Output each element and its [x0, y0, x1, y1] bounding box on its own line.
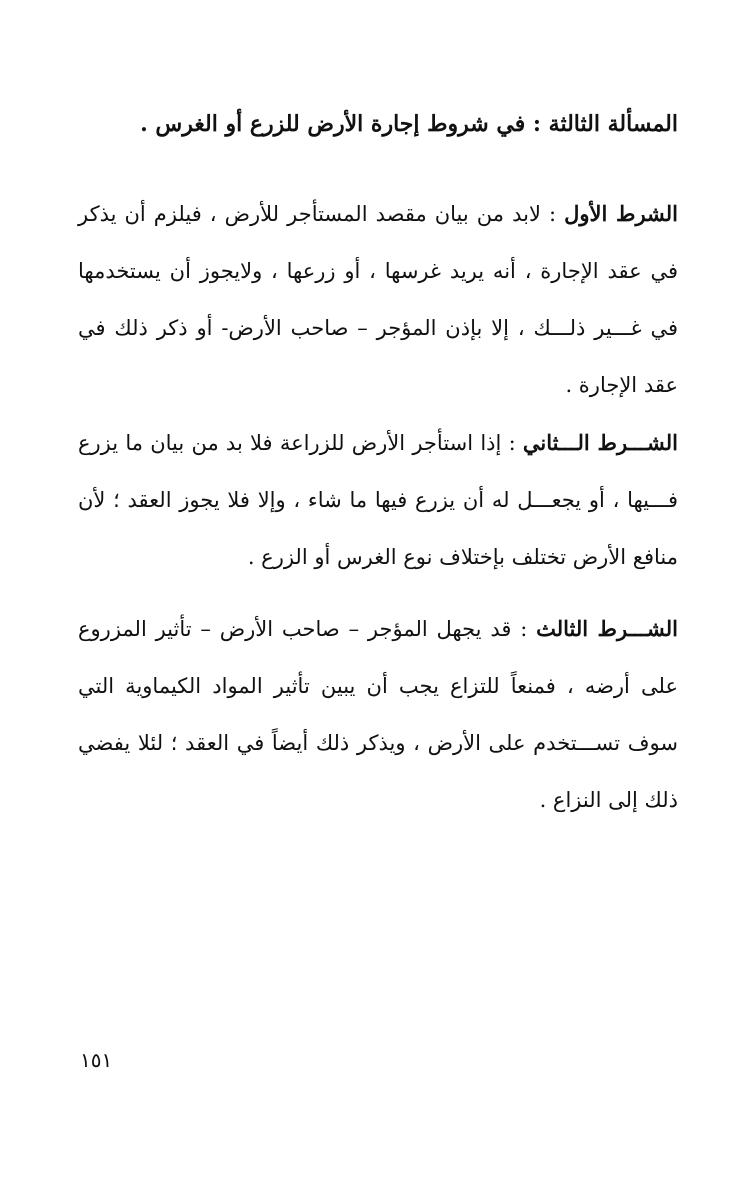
section-heading [78, 96, 678, 153]
page-number: ١٥١ [80, 1048, 113, 1072]
condition-term-1: الشرط الأول [564, 201, 678, 226]
heading-label: المسألة الثالثة : [532, 111, 678, 137]
condition-paragraph-3 [78, 600, 678, 829]
condition-paragraph-1 [78, 185, 678, 414]
condition-paragraph-2 [78, 414, 678, 586]
condition-text-2: : إذا استأجر الأرض للزراعة فلا بد من بيان ما يزرع فـــيها ، أو يجعـــل له أن يزرع فيها ما شاء ، وإلا فلا يجوز العقد ؛ لأن منافع الأرض تختلف بإختلاف نوع الغرس أو الزرع . [78, 431, 678, 569]
condition-term-2: الشـــرط الـــثاني [522, 430, 678, 455]
condition-text-3: : قد يجهل المؤجر – صاحب الأرض – تأثير المزروع على أرضه ، فمنعاً للتزاع يجب أن يبين تأثير المواد الكيماوية التي سوف تســـتخدم على الأرض ، ويذكر ذلك أيضاً في العقد ؛ لئلا يفضي ذلك إلى النزاع . [78, 617, 678, 812]
condition-term-3: الشـــرط الثالث [536, 616, 678, 641]
condition-text-1: : لابد من بيان مقصد المستأجر للأرض ، فيلزم أن يذكر في عقد الإجارة ، أنه يريد غرسها ، أو زرعها ، ولايجوز أن يستخدمها في غـــير ذلـــك ، إلا بإذن المؤجر – صاحب الأرض- أو ذكر ذلك في عقد الإجارة . [78, 202, 678, 397]
heading-text: في شروط إجارة الأرض للزرع أو الغرس . [140, 111, 526, 137]
